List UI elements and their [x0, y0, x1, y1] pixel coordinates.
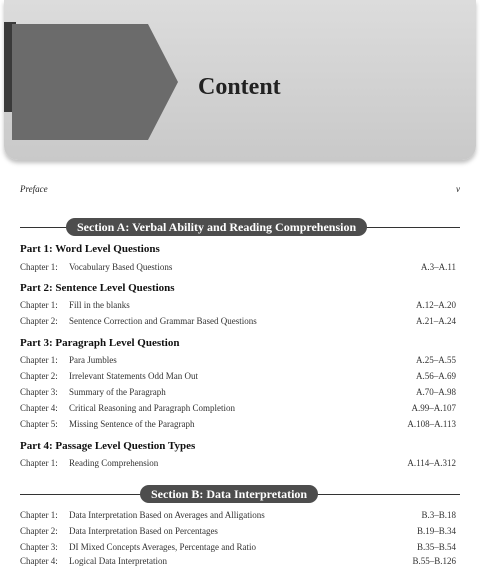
preface-entry[interactable]: [20, 184, 460, 194]
toc-row[interactable]: [20, 458, 456, 470]
chapter-number: Chapter 2:: [20, 316, 58, 326]
chapter-title: Missing Sentence of the Paragraph: [69, 419, 195, 429]
part-1-title: Part 1: Word Level Questions: [20, 243, 160, 255]
part-4-title: Part 4: Passage Level Question Types: [20, 440, 196, 452]
chapter-number: Chapter 4:: [20, 556, 58, 566]
chapter-number: Chapter 5:: [20, 419, 58, 429]
chapter-title: Data Interpretation Based on Percentages: [69, 526, 218, 536]
chapter-title: Sentence Correction and Grammar Based Questions: [69, 316, 257, 326]
toc-row[interactable]: [20, 403, 456, 415]
chapter-pages: B.55–B.126: [412, 556, 456, 566]
chapter-title: Data Interpretation Based on Averages and Alligations: [69, 510, 265, 520]
toc-row[interactable]: [20, 542, 456, 554]
chapter-pages: A.3–A.11: [420, 262, 456, 272]
chapter-number: Chapter 1:: [20, 300, 58, 310]
preface-label: Preface: [20, 184, 48, 194]
chapter-pages: A.108–A.113: [407, 419, 456, 429]
chapter-number: Chapter 1:: [20, 262, 58, 272]
toc-row[interactable]: [20, 419, 456, 431]
chapter-title: Logical Data Interpretation: [69, 556, 167, 566]
toc-row[interactable]: [20, 371, 456, 383]
chapter-title: DI Mixed Concepts Averages, Percentage and Ratio: [69, 542, 257, 552]
chapter-number: Chapter 1:: [20, 510, 58, 520]
chapter-number: Chapter 3:: [20, 387, 58, 397]
part-2-title: Part 2: Sentence Level Questions: [20, 282, 175, 294]
chapter-pages: A.56–A.69: [416, 371, 456, 381]
chapter-title: Vocabulary Based Questions: [69, 262, 173, 272]
chapter-title: Summary of the Paragraph: [69, 387, 166, 397]
chapter-number: Chapter 1:: [20, 355, 58, 365]
toc-row[interactable]: [20, 316, 456, 328]
toc-row[interactable]: [20, 262, 456, 274]
toc-row[interactable]: [20, 300, 456, 312]
section-b-header: [20, 485, 460, 503]
toc-row[interactable]: [20, 387, 456, 399]
preface-page: v: [456, 184, 460, 194]
chapter-number: Chapter 1:: [20, 458, 58, 468]
chapter-pages: B.19–B.34: [416, 526, 456, 536]
part-3-title: Part 3: Paragraph Level Question: [20, 337, 180, 349]
chapter-number: Chapter 4:: [20, 403, 58, 413]
chapter-pages: A.99–A.107: [411, 403, 456, 413]
chapter-number: Chapter 2:: [20, 371, 58, 381]
chapter-pages: A.70–A.98: [416, 387, 456, 397]
toc-row[interactable]: [20, 556, 456, 568]
toc-row[interactable]: [20, 355, 456, 367]
section-b-title: Section B: Data Interpretation: [140, 485, 318, 503]
chapter-pages: A.21–A.24: [416, 316, 456, 326]
page-title: Content: [198, 74, 281, 100]
toc-row[interactable]: [20, 526, 456, 538]
chapter-pages: A.12–A.20: [416, 300, 456, 310]
chapter-pages: B.3–B.18: [421, 510, 456, 520]
chapter-pages: B.35–B.54: [416, 542, 456, 552]
chapter-title: Para Jumbles: [69, 355, 117, 365]
chapter-title: Irrelevant Statements Odd Man Out: [69, 371, 198, 381]
toc-row[interactable]: [20, 510, 456, 522]
chapter-title: Reading Comprehension: [69, 458, 159, 468]
chapter-number: Chapter 3:: [20, 542, 58, 552]
chapter-pages: A.114–A.312: [407, 458, 456, 468]
chapter-title: Fill in the blanks: [69, 300, 130, 310]
chapter-number: Chapter 2:: [20, 526, 58, 536]
section-a-title: Section A: Verbal Ability and Reading Comprehension: [66, 218, 367, 236]
section-a-header: [20, 218, 460, 236]
chapter-title: Critical Reasoning and Paragraph Completion: [69, 403, 235, 413]
chapter-pages: A.25–A.55: [416, 355, 456, 365]
